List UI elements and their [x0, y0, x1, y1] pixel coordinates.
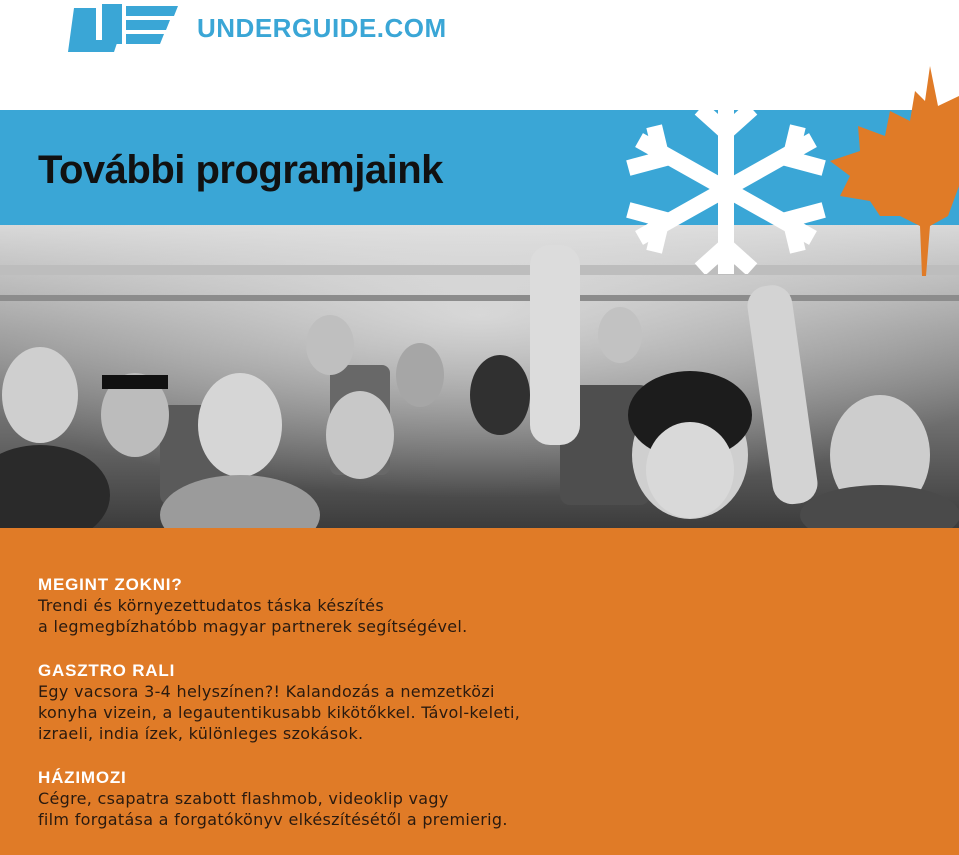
- brand-name[interactable]: UNDERGUIDE.COM: [197, 13, 447, 43]
- program-heading: GASZTRO RALI: [38, 661, 176, 680]
- maple-leaf-icon: [830, 66, 959, 276]
- program-item-gasztro-rali: [38, 660, 938, 744]
- program-heading: MEGINT ZOKNI?: [38, 575, 183, 594]
- program-description: Cégre, csapatra szabott flashmob, videoklip vagy film forgatása a forgatókönyv elkészítésétől a premierig.: [38, 789, 508, 829]
- program-description: Trendi és környezettudatos táska készítés a legmegbízhatóbb magyar partnerek segítségével.: [38, 596, 468, 636]
- program-item-megint-zokni: [38, 574, 938, 637]
- header: [0, 0, 959, 110]
- program-item-hazimozi: [38, 767, 938, 830]
- program-description: Egy vacsora 3-4 helyszínen?! Kalandozás a nemzetközi konyha vizein, a legautentikusabb kikötőkkel. Távol-keleti, izraeli, india ízek, különleges szokások.: [38, 682, 521, 743]
- program-heading: HÁZIMOZI: [38, 768, 127, 787]
- programs-panel: [0, 528, 959, 855]
- program-list: [38, 574, 938, 853]
- page-title: További programjaink: [38, 148, 443, 192]
- underguide-logo-icon[interactable]: [66, 0, 180, 58]
- snowflake-icon: [626, 104, 826, 274]
